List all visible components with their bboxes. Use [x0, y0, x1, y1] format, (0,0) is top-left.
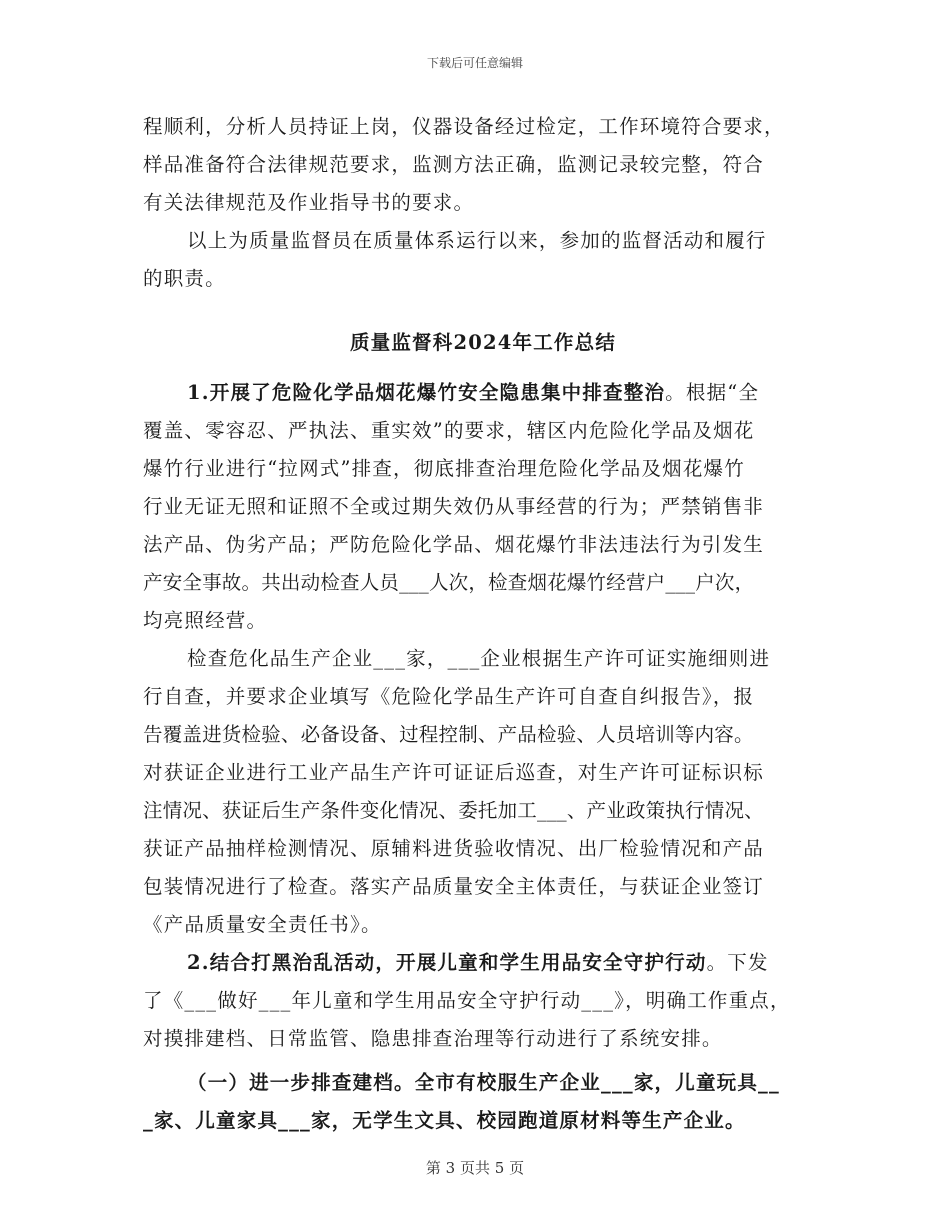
- paragraph-line: 覆盖、零容忍、严执法、重实效”的要求，辖区内危险化学品及烟花: [143, 419, 755, 442]
- paragraph-line: 了《___做好___年儿童和学生用品安全守护行动___》，明确工作重点，: [143, 989, 791, 1012]
- item2-first-line: [143, 944, 823, 982]
- item3-first-line: （一）进一步排查建档。全市有校服生产企业___家，儿童玩具__: [187, 1071, 780, 1094]
- item2-heading: 2.结合打黑治乱活动，开展儿童和学生用品安全守护行动: [187, 951, 707, 974]
- paragraph-line: 对摸排建档、日常监管、隐患排查治理等行动进行了系统安排。: [143, 1027, 723, 1050]
- paragraph-line: 包装情况进行了检查。落实产品质量安全主体责任，与获证企业签订: [143, 875, 765, 898]
- item1-heading: 1.开展了危险化学品烟花爆竹安全隐患集中排查整治: [187, 381, 666, 404]
- paragraph-line: 对获证企业进行工业产品生产许可证证后巡查，对生产许可证标识标: [143, 761, 765, 784]
- paragraph-line: 获证产品抽样检测情况、原辅料进货验收情况、出厂检验情况和产品: [143, 837, 765, 860]
- item2-first-line-rest: 。下发: [706, 951, 769, 974]
- item3-second-line: _家、儿童家具___家，无学生文具、校园跑道原材料等生产企业。: [143, 1109, 746, 1132]
- document-body: [143, 108, 823, 1140]
- paragraph-line: 注情况、获证后生产条件变化情况、委托加工___、产业政策执行情况、: [143, 799, 764, 822]
- paragraph-line: 《产品质量安全责任书》。: [143, 913, 382, 936]
- paragraph-line: 以上为质量监督员在质量体系运行以来，参加的监督活动和履行: [187, 229, 767, 252]
- page-footer: 第 3 页共 5 页: [425, 1159, 525, 1177]
- paragraph-line: 的职责。: [143, 267, 226, 290]
- paragraph-line: 行自查，并要求企业填写《危险化学品生产许可自查自纠报告》，报: [143, 685, 755, 708]
- paragraph-line: 样品准备符合法律规范要求，监测方法正确，监测记录较完整，符合: [143, 153, 765, 176]
- paragraph-line: 爆竹行业进行“拉网式”排查，彻底排查治理危险化学品及烟花爆竹: [143, 457, 745, 480]
- paragraph-line: 告覆盖进货检验、必备设备、过程控制、产品检验、人员培训等内容。: [143, 723, 754, 746]
- paragraph-line: 均亮照经营。: [143, 609, 268, 632]
- paragraph-line: 产安全事故。共出动检查人员___人次，检查烟花爆竹经营户___户次，: [143, 571, 755, 594]
- paragraph-line: 程顺利，分析人员持证上岗，仪器设备经过检定，工作环境符合要求，: [143, 115, 785, 138]
- item1-first-line-rest: 。根据“全: [665, 381, 760, 404]
- paragraph-line: 行业无证无照和证照不全或过期失效仍从事经营的行为；严禁销售非: [143, 495, 765, 518]
- section-title: 质量监督科2024年工作总结: [349, 331, 617, 354]
- paragraph-line: 法产品、伪劣产品；严防危险化学品、烟花爆竹非法违法行为引发生: [143, 533, 765, 556]
- paragraph-line: 有关法律规范及作业指导书的要求。: [143, 191, 475, 214]
- page-header: 下载后可任意编辑: [426, 56, 523, 70]
- paragraph-line: 检查危化品生产企业___家，___企业根据生产许可证实施细则进: [187, 647, 771, 670]
- item1-first-line: [143, 374, 823, 412]
